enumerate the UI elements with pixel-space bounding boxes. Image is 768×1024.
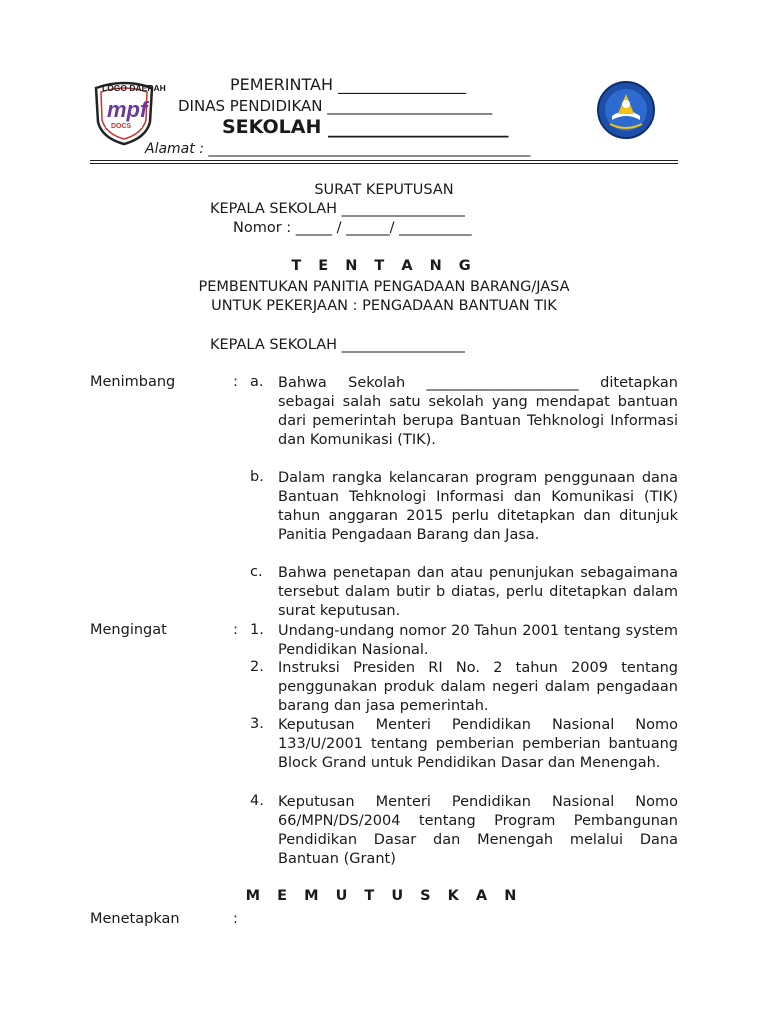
memutuskan-heading: M E M U T U S K A N: [245, 888, 523, 904]
list-item-text: Dalam rangka kelancaran program penggunaan dana Bantuan Tehknologi Informasi dan Komunikasi (TIK) tahun anggaran 2015 perlu ditetapkan dan ditunjuk Panitia Pengadaan Barang dan Jasa.: [278, 470, 678, 543]
logo-sub: DOCS: [111, 123, 132, 130]
doc-issuer: KEPALA SEKOLAH _________________: [210, 201, 465, 217]
menimbang-label: Menimbang: [90, 374, 176, 390]
header-address: Alamat : ______________________________________________: [145, 141, 531, 157]
logo-top-text: LOGO DAERAH: [102, 83, 166, 93]
header-government: PEMERINTAH ________________: [230, 75, 467, 94]
doc-number: Nomor : _____ / ______/ __________: [233, 220, 472, 236]
list-item-marker: 3.: [250, 716, 264, 732]
list-item-marker: 4.: [250, 793, 264, 809]
mengingat-colon: :: [233, 622, 238, 638]
list-item-text: Undang-undang nomor 20 Tahun 2001 tentang system Pendidikan Nasional.: [278, 623, 678, 658]
menetapkan-label: Menetapkan: [90, 911, 180, 927]
logo-mark: mpf: [107, 97, 148, 122]
header-divider: [90, 160, 678, 161]
tentang-line2: UNTUK PEKERJAAN : PENGADAAN BANTUAN TIK: [211, 298, 557, 314]
list-item-text: Bahwa Sekolah _____________________ ditetapkan sebagai salah satu sekolah yang mendapat bantuan dari pemerintah berupa Bantuan Tehknologi Informasi dan Komunikasi (TIK).: [278, 375, 678, 448]
menetapkan-colon: :: [233, 911, 238, 927]
ministry-emblem-icon: [590, 80, 662, 140]
mengingat-label: Mengingat: [90, 622, 167, 638]
menimbang-colon: :: [233, 374, 238, 390]
doc-title: SURAT KEPUTUSAN: [314, 182, 454, 198]
list-item-marker: c.: [250, 564, 263, 580]
header-department: DINAS PENDIDIKAN ______________________: [178, 97, 493, 115]
tentang-line1: PEMBENTUKAN PANITIA PENGADAAN BARANG/JASA: [198, 279, 570, 295]
tentang-heading: T E N T A N G: [291, 258, 477, 274]
list-item-text: Keputusan Menteri Pendidikan Nasional Nomo 66/MPN/DS/2004 tentang Program Pembangunan Pendidikan Dasar dan Menengah melalui Dana Bantuan (Grant): [278, 794, 678, 867]
header-school: SEKOLAH ___________________: [222, 116, 509, 138]
list-item-text: Keputusan Menteri Pendidikan Nasional Nomo 133/U/2001 tentang pemberian pemberian bantuang Block Grand untuk Pendidikan Dasar dan Menengah.: [278, 717, 678, 771]
list-item-marker: 1.: [250, 622, 264, 638]
regional-logo: [92, 80, 166, 146]
list-item-text: Bahwa penetapan dan atau penunjukan sebagaimana tersebut dalam butir b diatas, perlu ditetapkan dalam surat keputusan.: [278, 565, 678, 619]
header-divider-2: [90, 163, 678, 164]
kepala-sekolah-line: KEPALA SEKOLAH _________________: [210, 337, 465, 353]
list-item-marker: a.: [250, 374, 264, 390]
list-item-text: Instruksi Presiden RI No. 2 tahun 2009 tentang penggunakan produk dalam negeri dalam pengadaan barang dan jasa pemerintah.: [278, 660, 678, 714]
list-item-marker: b.: [250, 469, 264, 485]
list-item-marker: 2.: [250, 659, 264, 675]
